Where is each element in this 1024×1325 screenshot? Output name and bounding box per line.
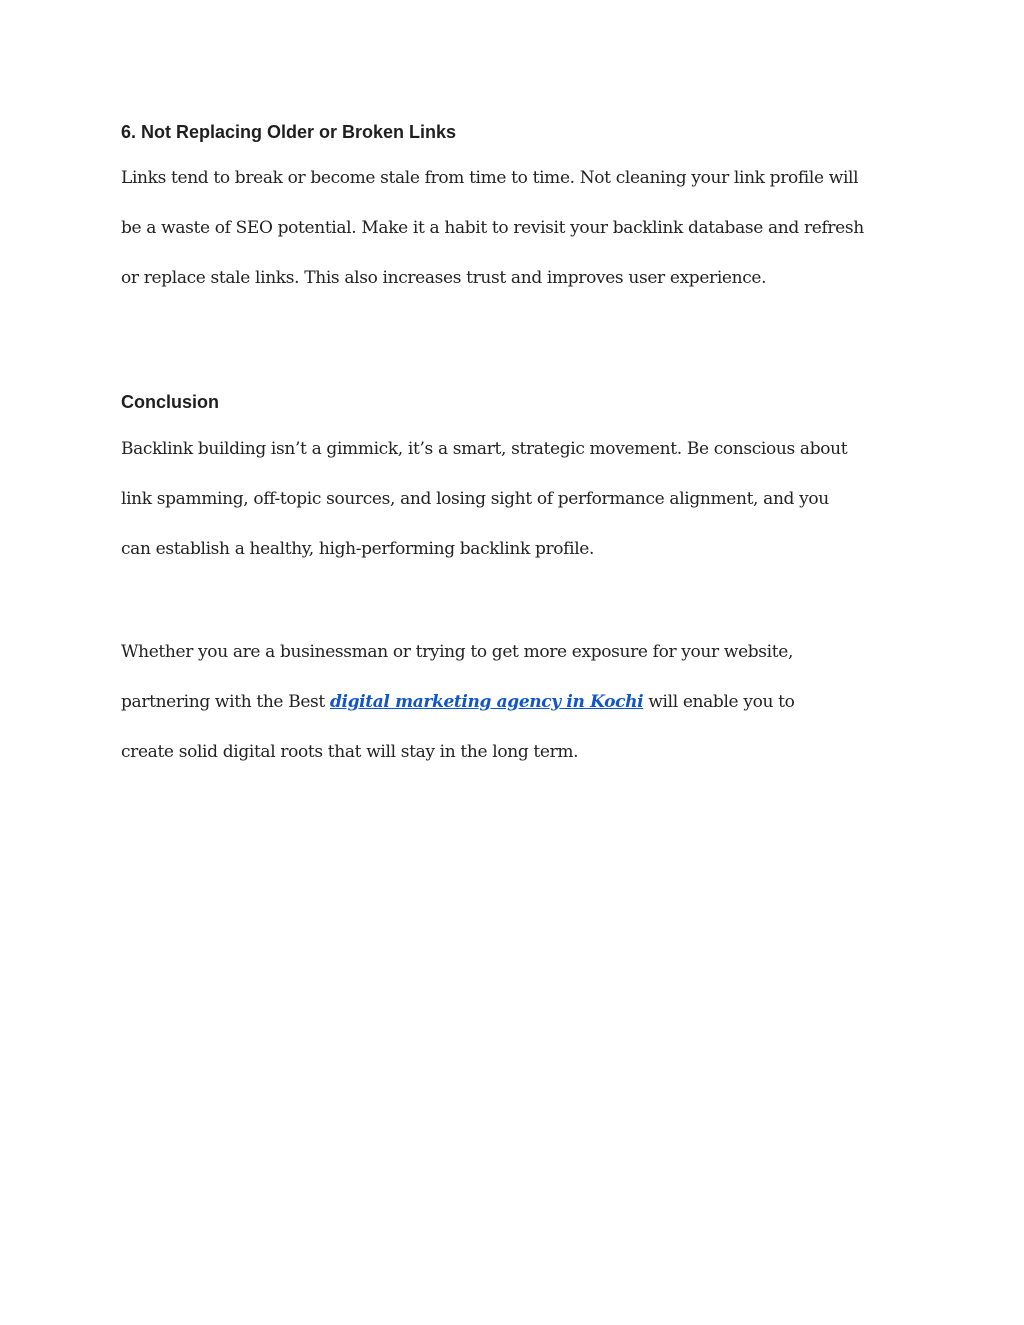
conclusion-paragraph-line-2: link spamming, off-topic sources, and losing sight of performance alignment, and you — [121, 489, 829, 509]
section-6-paragraph-line-1: Links tend to break or become stale from time to time. Not cleaning your link profile will — [121, 168, 859, 188]
conclusion-paragraph-line-3: can establish a healthy, high-performing backlink profile. — [121, 539, 595, 559]
closing-paragraph-line-1: Whether you are a businessman or trying to get more exposure for your website, — [121, 642, 794, 662]
section-6-heading: 6. Not Replacing Older or Broken Links — [121, 122, 457, 142]
closing-paragraph-line-3: create solid digital roots that will stay in the long term. — [121, 742, 579, 762]
closing-paragraph-line-2 — [121, 691, 794, 713]
conclusion-heading: Conclusion — [121, 392, 219, 412]
digital-marketing-agency-link[interactable]: digital marketing agency in Kochi — [329, 692, 644, 712]
conclusion-paragraph-line-1: Backlink building isn’t a gimmick, it’s a smart, strategic movement. Be conscious about — [121, 439, 848, 459]
section-6-paragraph-line-3: or replace stale links. This also increases trust and improves user experience. — [121, 268, 767, 288]
section-6-paragraph-line-2: be a waste of SEO potential. Make it a habit to revisit your backlink database and refresh — [121, 218, 864, 238]
closing-line-2-suffix: will enable you to — [643, 692, 795, 712]
closing-line-2-prefix: partnering with the Best — [121, 692, 330, 712]
